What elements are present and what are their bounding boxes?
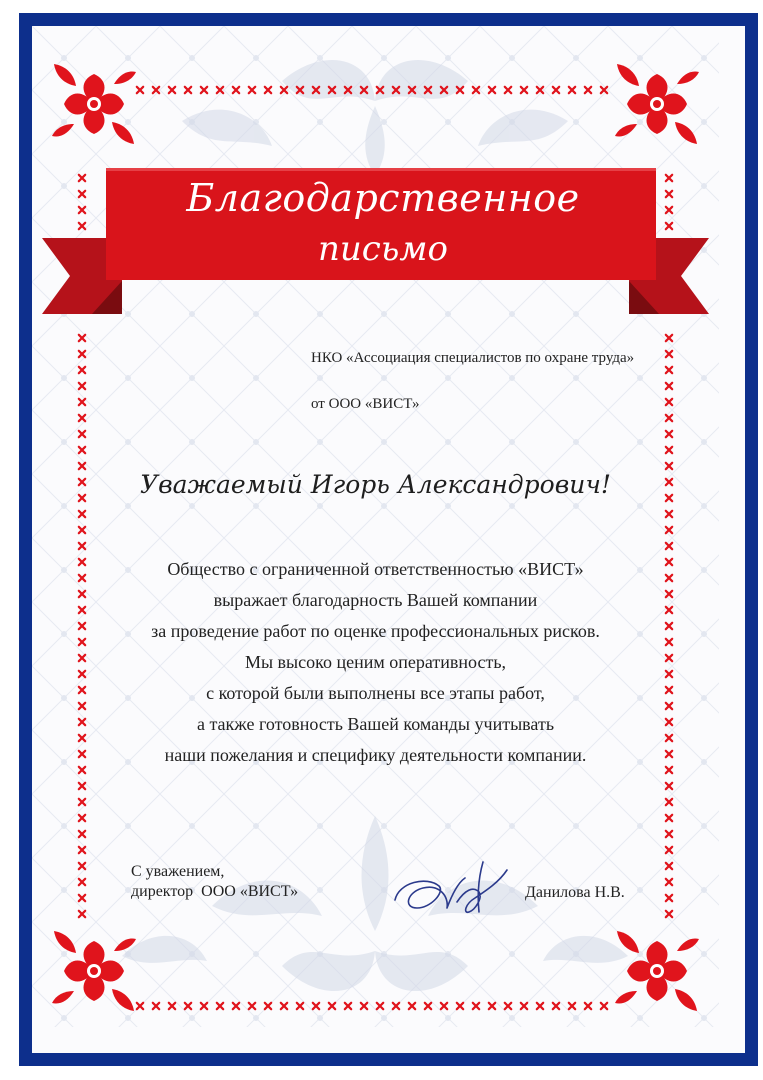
body-line: Мы высоко ценим оперативность, [244,652,507,672]
recipient-line: НКО «Ассоциация специалистов по охране труда» [311,350,635,366]
closing-position: директор ООО «ВИСТ» [131,883,299,900]
sender-line: от ООО «ВИСТ» [311,396,420,412]
blue-frame [19,13,758,1066]
body-line: наши пожелания и специфику деятельности компании. [164,745,587,765]
closing-block [131,862,298,902]
letter-subtitle: письмо [317,229,448,269]
body-line: а также готовность Вашей команды учитывать [196,714,555,734]
greeting: Уважаемый Игорь Александрович! [140,470,611,499]
letter-title: Благодарственное [186,176,580,220]
handwritten-signature [387,852,517,922]
body-line: с которой были выполнены все этапы работ, [206,683,545,703]
body-line: за проведение работ по оценке профессиональных рисков. [151,621,600,641]
letter-body [32,554,719,771]
body-line: выражает благодарность Вашей компании [213,590,538,610]
body-line: Общество с ограниченной ответственностью «ВИСТ» [167,559,584,579]
signer-name: Данилова Н.В. [525,884,625,901]
letter-sheet [32,26,745,1053]
closing-salutation: С уважением, [131,863,225,880]
